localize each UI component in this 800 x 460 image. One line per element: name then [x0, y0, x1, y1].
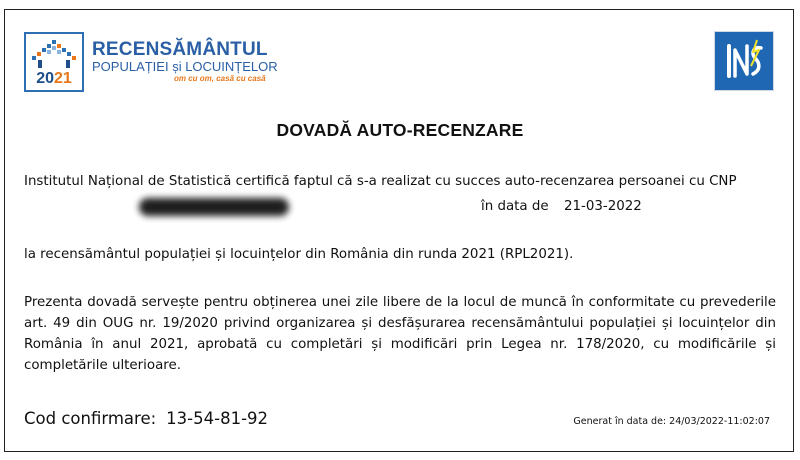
census-logo — [24, 32, 84, 92]
brand-tagline: om cu om, casă cu casă — [174, 74, 266, 83]
date-label: în data de — [481, 199, 549, 214]
document-title: DOVADĂ AUTO-RECENZARE — [276, 120, 524, 140]
ins-logo-icon — [714, 31, 774, 91]
purpose-text: Prezenta dovadă servește pentru obținerea unei zile libere de la locul de muncă în conformitate cu prevederile art. 49 din OUG nr. 19/2020 privind organizarea și desfășurarea recensământului populației și locuințelor din România în anul 2021, aprobată cu completări și modificări prin Legea nr. 178/2020, cu modificările și completările ulterioare. — [24, 295, 776, 373]
confirmation-label: Cod confirmare: — [24, 409, 157, 428]
brand-title: RECENSĂMÂNTUL — [92, 39, 268, 60]
census-round-text: la recensământul populației și locuințelor din România din runda 2021 (RPL2021). — [24, 247, 574, 262]
census-year: 2021 — [36, 70, 72, 87]
census-brand — [92, 40, 292, 84]
generated-timestamp: Generat în data de: 24/03/2022-11:02:07 — [573, 416, 770, 427]
date-value: 21-03-2022 — [564, 199, 642, 214]
redacted-cnp — [139, 198, 289, 216]
brand-subtitle: POPULAȚIEI și LOCUINȚELOR — [92, 59, 278, 74]
certification-text: Institutul Național de Statistică certifică faptul că s-a realizat cu succes auto-recenzarea persoanei cu CNP — [24, 174, 737, 189]
confirmation-line — [24, 409, 268, 428]
cnp-row — [24, 195, 776, 219]
confirmation-code: 13-54-81-92 — [166, 409, 269, 428]
